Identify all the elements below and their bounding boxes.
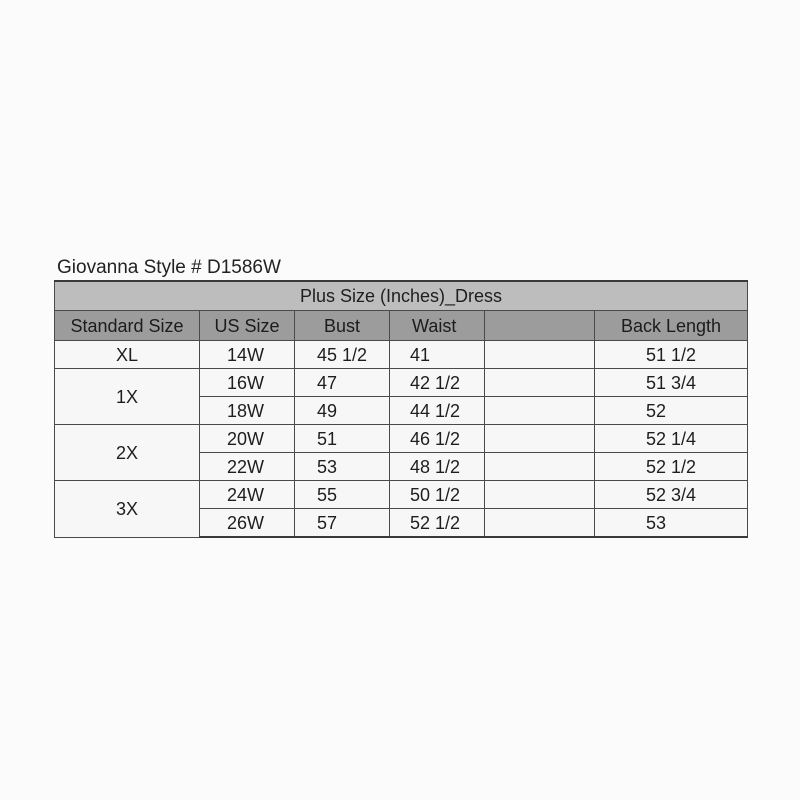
blank-cell — [485, 369, 595, 397]
bust-cell: 49 — [295, 397, 390, 425]
back-length-cell: 52 1/4 — [595, 425, 748, 453]
back-length-cell: 53 — [595, 509, 748, 538]
table-header-row — [55, 311, 748, 341]
back-length-cell: 51 1/2 — [595, 341, 748, 369]
waist-cell: 48 1/2 — [390, 453, 485, 481]
us-size-cell: 22W — [200, 453, 295, 481]
header-waist: Waist — [390, 311, 485, 341]
back-length-cell: 52 — [595, 397, 748, 425]
blank-cell — [485, 481, 595, 509]
us-size-cell: 26W — [200, 509, 295, 538]
us-size-cell: 24W — [200, 481, 295, 509]
waist-cell: 44 1/2 — [390, 397, 485, 425]
table-row — [55, 425, 748, 453]
table-row — [55, 481, 748, 509]
back-length-cell: 52 1/2 — [595, 453, 748, 481]
us-size-cell: 20W — [200, 425, 295, 453]
us-size-cell: 18W — [200, 397, 295, 425]
bust-cell: 47 — [295, 369, 390, 397]
header-blank — [485, 311, 595, 341]
bust-cell: 51 — [295, 425, 390, 453]
bust-cell: 55 — [295, 481, 390, 509]
bust-cell: 45 1/2 — [295, 341, 390, 369]
waist-cell: 46 1/2 — [390, 425, 485, 453]
blank-cell — [485, 425, 595, 453]
header-standard-size: Standard Size — [55, 311, 200, 341]
blank-cell — [485, 509, 595, 538]
waist-cell: 52 1/2 — [390, 509, 485, 538]
table-caption-row — [55, 281, 748, 311]
back-length-cell: 52 3/4 — [595, 481, 748, 509]
back-length-cell: 51 3/4 — [595, 369, 748, 397]
standard-size-cell: 2X — [55, 425, 200, 481]
header-bust: Bust — [295, 311, 390, 341]
waist-cell: 50 1/2 — [390, 481, 485, 509]
style-title: Giovanna Style # D1586W — [57, 257, 281, 278]
standard-size-cell: 1X — [55, 369, 200, 425]
waist-cell: 42 1/2 — [390, 369, 485, 397]
table-row — [55, 341, 748, 369]
bust-cell: 57 — [295, 509, 390, 538]
size-chart-table — [54, 280, 748, 538]
table-caption: Plus Size (Inches)_Dress — [55, 281, 748, 311]
blank-cell — [485, 341, 595, 369]
us-size-cell: 14W — [200, 341, 295, 369]
us-size-cell: 16W — [200, 369, 295, 397]
blank-cell — [485, 397, 595, 425]
bust-cell: 53 — [295, 453, 390, 481]
waist-cell: 41 — [390, 341, 485, 369]
header-back-length: Back Length — [595, 311, 748, 341]
standard-size-cell: XL — [55, 341, 200, 369]
standard-size-cell: 3X — [55, 481, 200, 538]
blank-cell — [485, 453, 595, 481]
header-us-size: US Size — [200, 311, 295, 341]
table-row — [55, 369, 748, 397]
